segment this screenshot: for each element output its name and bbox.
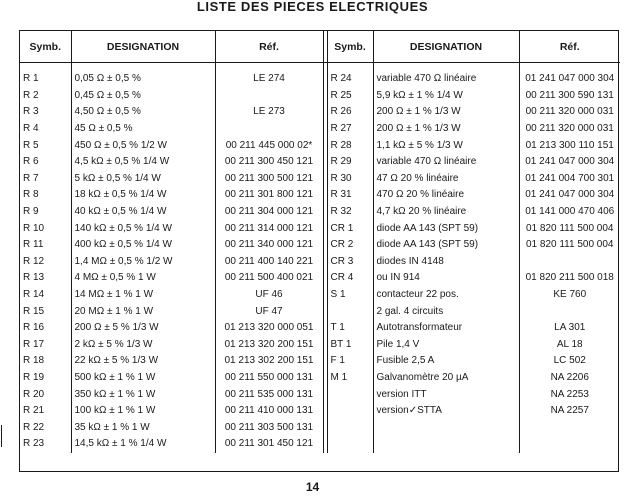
right-designation-cell: 4,7 kΩ 20 % linéaire bbox=[373, 204, 519, 221]
right-ref-cell: NA 2257 bbox=[550, 405, 589, 417]
left-symb-cell: R 17 bbox=[20, 337, 71, 354]
right-symb-cell: R 30 bbox=[327, 171, 373, 188]
right-symb-cell: CR 3 bbox=[327, 254, 373, 271]
left-symb-cell: R 2 bbox=[20, 88, 71, 105]
left-designation-cell: 4,50 Ω ± 0,5 % bbox=[71, 104, 215, 121]
table-row bbox=[20, 88, 620, 105]
table-row bbox=[20, 254, 620, 271]
left-designation-cell: 45 Ω ± 0,5 % bbox=[71, 121, 215, 138]
table-row bbox=[20, 121, 620, 138]
right-designation-cell: Autotransformateur bbox=[373, 320, 519, 337]
left-designation-cell: 2 kΩ ± 5 % 1/3 W bbox=[71, 337, 215, 354]
left-ref-cell: 00 211 340 000 121 bbox=[215, 237, 323, 254]
left-designation-cell: 5 kΩ ± 0,5 % 1/4 W bbox=[71, 171, 215, 188]
table-row bbox=[20, 287, 620, 304]
right-designation-cell: diode AA 143 (SPT 59) bbox=[373, 237, 519, 254]
right-designation-cell bbox=[373, 436, 519, 453]
page-title: LISTE DES PIECES ELECTRIQUES bbox=[196, 0, 429, 14]
left-symb-cell: R 23 bbox=[20, 436, 71, 453]
right-symb-cell: R 26 bbox=[327, 104, 373, 121]
left-designation-cell: 100 kΩ ± 1 % 1 W bbox=[71, 403, 215, 420]
left-ref-cell: 00 211 500 400 021 bbox=[215, 270, 323, 287]
left-symb-cell: R 22 bbox=[20, 419, 71, 436]
table-row bbox=[20, 337, 620, 354]
right-designation-cell: ou IN 914 bbox=[373, 270, 519, 287]
right-designation-cell: 200 Ω ± 1 % 1/3 W bbox=[373, 121, 519, 138]
table-row bbox=[20, 353, 620, 370]
left-ref-cell: LE 274 bbox=[215, 63, 323, 88]
right-symb-cell: R 25 bbox=[327, 88, 373, 105]
right-symb-cell: R 28 bbox=[327, 137, 373, 154]
left-ref-cell: 00 211 410 000 131 bbox=[215, 403, 323, 420]
table-row bbox=[20, 187, 620, 204]
left-ref-cell: 01 213 302 200 151 bbox=[215, 353, 323, 370]
left-designation-cell: 18 kΩ ± 0,5 % 1/4 W bbox=[71, 187, 215, 204]
left-symb-cell: R 20 bbox=[20, 386, 71, 403]
right-ref-cell: 01 820 111 500 004 bbox=[526, 222, 614, 234]
left-symb-cell: R 10 bbox=[20, 220, 71, 237]
left-designation-cell: 20 MΩ ± 1 % 1 W bbox=[71, 303, 215, 320]
left-symb-cell: R 18 bbox=[20, 353, 71, 370]
right-designation-cell: 200 Ω ± 1 % 1/3 W bbox=[373, 104, 519, 121]
right-designation-cell: 5,9 kΩ ± 1 % 1/4 W bbox=[373, 88, 519, 105]
right-ref-cell: 01 241 004 700 301 bbox=[525, 172, 615, 184]
table-row bbox=[20, 436, 620, 453]
right-designation-cell bbox=[373, 419, 519, 436]
right-ref-cell: AL 18 bbox=[556, 338, 583, 350]
left-symb-cell: R 5 bbox=[20, 137, 71, 154]
right-symb-cell: R 29 bbox=[327, 154, 373, 171]
left-designation-cell: 450 Ω ± 0,5 % 1/2 W bbox=[71, 137, 215, 154]
left-ref-cell: 00 211 301 450 121 bbox=[215, 436, 323, 453]
table-row bbox=[20, 403, 620, 420]
left-designation-cell: 4 MΩ ± 0,5 % 1 W bbox=[71, 270, 215, 287]
right-symb-cell: CR 2 bbox=[327, 237, 373, 254]
left-designation-cell: 14,5 kΩ ± 1 % 1/4 W bbox=[71, 436, 215, 453]
header-ref-right: Réf. bbox=[519, 31, 620, 63]
right-ref-cell: 00 211 320 000 031 bbox=[525, 106, 614, 118]
right-ref-cell: 01 241 047 000 304 bbox=[525, 189, 615, 201]
table-row bbox=[20, 171, 620, 188]
right-symb-cell bbox=[327, 403, 373, 420]
left-ref-cell: 01 213 320 200 151 bbox=[215, 337, 323, 354]
table-row bbox=[20, 154, 620, 171]
right-symb-cell: F 1 bbox=[327, 353, 373, 370]
left-designation-cell: 200 Ω ± 5 % 1/3 W bbox=[71, 320, 215, 337]
table-row bbox=[20, 237, 620, 254]
left-symb-cell: R 9 bbox=[20, 204, 71, 221]
right-designation-cell: 1,1 kΩ ± 5 % 1/3 W bbox=[373, 137, 519, 154]
right-ref-cell: NA 2253 bbox=[550, 388, 589, 400]
left-ref-cell: 00 211 314 000 121 bbox=[215, 220, 323, 237]
right-symb-cell: CR 4 bbox=[327, 270, 373, 287]
left-symb-cell: R 16 bbox=[20, 320, 71, 337]
left-designation-cell: 40 kΩ ± 0,5 % 1/4 W bbox=[71, 204, 215, 221]
header-designation-left: DESIGNATION bbox=[71, 31, 215, 63]
left-ref-cell: 00 211 304 000 121 bbox=[215, 204, 323, 221]
table-row bbox=[20, 320, 620, 337]
left-designation-cell: 35 kΩ ± 1 % 1 W bbox=[71, 419, 215, 436]
header-symb-left: Symb. bbox=[20, 31, 71, 63]
left-symb-cell: R 3 bbox=[20, 104, 71, 121]
left-designation-cell: 400 kΩ ± 0,5 % 1/4 W bbox=[71, 237, 215, 254]
right-ref-cell: 01 820 211 500 018 bbox=[525, 272, 614, 284]
left-ref-cell: 00 211 303 500 131 bbox=[215, 419, 323, 436]
left-ref-cell: 00 211 300 450 121 bbox=[215, 154, 323, 171]
right-symb-cell bbox=[327, 386, 373, 403]
right-ref-cell: 01 141 000 470 406 bbox=[525, 206, 615, 218]
left-ref-cell: 00 211 445 000 02* bbox=[215, 137, 323, 154]
left-ref-cell: UF 46 bbox=[215, 287, 323, 304]
header-designation-right: DESIGNATION bbox=[373, 31, 519, 63]
table-body bbox=[20, 63, 620, 453]
right-designation-cell: contacteur 22 pos. bbox=[373, 287, 519, 304]
right-designation-cell: diodes IN 4148 bbox=[373, 254, 519, 271]
table-row bbox=[20, 204, 620, 221]
right-designation-cell: variable 470 Ω linéaire bbox=[373, 63, 519, 88]
right-ref-cell: NA 2206 bbox=[550, 371, 589, 383]
right-symb-cell: R 32 bbox=[327, 204, 373, 221]
right-symb-cell: R 31 bbox=[327, 187, 373, 204]
right-ref-cell: 01 241 047 000 304 bbox=[525, 156, 615, 168]
table-row bbox=[20, 137, 620, 154]
left-ref-cell: 00 211 550 000 131 bbox=[215, 370, 323, 387]
right-ref-cell: 00 211 300 590 131 bbox=[525, 89, 614, 101]
page-number: 14 bbox=[305, 480, 320, 494]
right-designation-cell: 2 gal. 4 circuits bbox=[373, 303, 519, 320]
right-symb-cell: R 24 bbox=[327, 63, 373, 88]
parts-table bbox=[20, 31, 620, 453]
header-symb-right: Symb. bbox=[327, 31, 373, 63]
right-designation-cell: Galvanomètre 20 µA bbox=[373, 370, 519, 387]
right-designation-cell: variable 470 Ω linéaire bbox=[373, 154, 519, 171]
right-designation-cell: Fusible 2,5 A bbox=[373, 353, 519, 370]
right-ref-cell bbox=[519, 254, 620, 271]
right-ref-cell bbox=[519, 303, 620, 320]
right-symb-cell: R 27 bbox=[327, 121, 373, 138]
table-row bbox=[20, 386, 620, 403]
left-designation-cell: 0,45 Ω ± 0,5 % bbox=[71, 88, 215, 105]
left-designation-cell: 1,4 MΩ ± 0,5 % 1/2 W bbox=[71, 254, 215, 271]
left-symb-cell: R 15 bbox=[20, 303, 71, 320]
left-designation-cell: 22 kΩ ± 5 % 1/3 W bbox=[71, 353, 215, 370]
table-row bbox=[20, 104, 620, 121]
left-symb-cell: R 4 bbox=[20, 121, 71, 138]
right-designation-cell: 47 Ω 20 % linéaire bbox=[373, 171, 519, 188]
left-symb-cell: R 8 bbox=[20, 187, 71, 204]
right-ref-cell: 01 241 047 000 304 bbox=[525, 73, 615, 85]
right-symb-cell bbox=[327, 436, 373, 453]
left-symb-cell: R 11 bbox=[20, 237, 71, 254]
table-row bbox=[20, 270, 620, 287]
left-symb-cell: R 12 bbox=[20, 254, 71, 271]
right-designation-cell: diode AA 143 (SPT 59) bbox=[373, 220, 519, 237]
left-ref-cell: LE 273 bbox=[215, 104, 323, 121]
left-symb-cell: R 1 bbox=[20, 63, 71, 88]
table-row bbox=[20, 370, 620, 387]
right-symb-cell: S 1 bbox=[327, 287, 373, 304]
left-designation-cell: 0,05 Ω ± 0,5 % bbox=[71, 63, 215, 88]
right-designation-cell: Pile 1,4 V bbox=[373, 337, 519, 354]
right-designation-cell: version ITT bbox=[373, 386, 519, 403]
left-ref-cell: 00 211 300 500 121 bbox=[215, 171, 323, 188]
right-symb-cell bbox=[327, 303, 373, 320]
table-header-row bbox=[20, 31, 620, 63]
left-designation-cell: 140 kΩ ± 0,5 % 1/4 W bbox=[71, 220, 215, 237]
left-ref-cell: 00 211 400 140 221 bbox=[215, 254, 323, 271]
right-ref-cell bbox=[519, 436, 620, 453]
left-ref-cell bbox=[215, 121, 323, 138]
right-ref-cell: 00 211 320 000 031 bbox=[525, 123, 614, 135]
left-ref-cell: 00 211 301 800 121 bbox=[215, 187, 323, 204]
left-symb-cell: R 19 bbox=[20, 370, 71, 387]
right-symb-cell: CR 1 bbox=[327, 220, 373, 237]
table-row bbox=[20, 303, 620, 320]
left-symb-cell: R 14 bbox=[20, 287, 71, 304]
right-designation-cell: 470 Ω 20 % linéaire bbox=[373, 187, 519, 204]
left-designation-cell: 350 kΩ ± 1 % 1 W bbox=[71, 386, 215, 403]
left-symb-cell: R 6 bbox=[20, 154, 71, 171]
right-ref-cell: LA 301 bbox=[554, 322, 586, 334]
right-symb-cell: T 1 bbox=[327, 320, 373, 337]
left-ref-cell: 00 211 535 000 131 bbox=[215, 386, 323, 403]
right-ref-cell: 01 213 300 110 151 bbox=[525, 139, 614, 151]
right-symb-cell: BT 1 bbox=[327, 337, 373, 354]
right-symb-cell bbox=[327, 419, 373, 436]
left-designation-cell: 4,5 kΩ ± 0,5 % 1/4 W bbox=[71, 154, 215, 171]
right-ref-cell bbox=[519, 419, 620, 436]
parts-table-frame bbox=[19, 30, 619, 472]
right-ref-cell: 01 820 111 500 004 bbox=[526, 239, 614, 251]
left-symb-cell: R 21 bbox=[20, 403, 71, 420]
left-designation-cell: 500 kΩ ± 1 % 1 W bbox=[71, 370, 215, 387]
table-row bbox=[20, 419, 620, 436]
left-designation-cell: 14 MΩ ± 1 % 1 W bbox=[71, 287, 215, 304]
left-ref-cell: UF 47 bbox=[215, 303, 323, 320]
left-ref-cell: 01 213 320 000 051 bbox=[215, 320, 323, 337]
left-symb-cell: R 13 bbox=[20, 270, 71, 287]
left-symb-cell: R 7 bbox=[20, 171, 71, 188]
right-ref-cell: KE 760 bbox=[553, 289, 587, 301]
header-ref-left: Réf. bbox=[215, 31, 323, 63]
right-ref-cell: LC 502 bbox=[553, 355, 586, 367]
margin-mark bbox=[1, 425, 2, 447]
table-row bbox=[20, 220, 620, 237]
table-row bbox=[20, 63, 620, 88]
left-ref-cell bbox=[215, 88, 323, 105]
right-symb-cell: M 1 bbox=[327, 370, 373, 387]
right-designation-cell: version✓STTA bbox=[373, 403, 519, 420]
